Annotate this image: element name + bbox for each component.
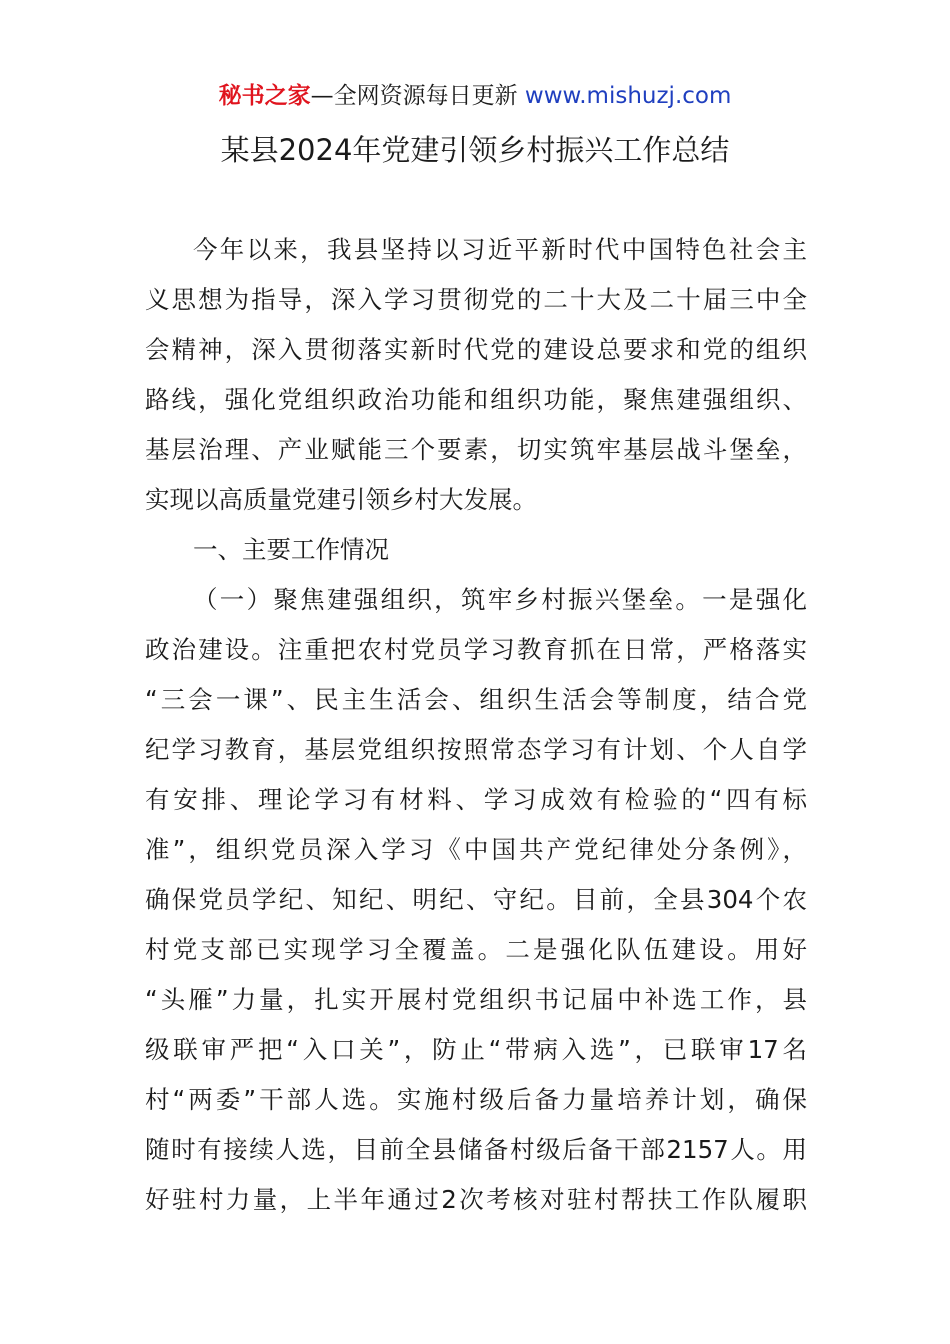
document-body	[145, 225, 807, 1225]
paragraph-line: “三会一课”、民主生活会、组织生活会等制度，结合党	[145, 685, 807, 714]
site-header	[0, 80, 950, 112]
paragraph-line: 村“两委”干部人选。实施村级后备力量培养计划，确保	[145, 1085, 807, 1114]
brand-name: 秘书之家	[218, 83, 311, 109]
paragraph-line: （一）聚焦建强组织，筑牢乡村振兴堡垒。一是强化	[193, 585, 807, 614]
paragraph-line: 村党支部已实现学习全覆盖。二是强化队伍建设。用好	[145, 935, 807, 964]
paragraph-line: 实现以高质量党建引领乡村大发展。	[145, 485, 537, 514]
section-heading: 一、主要工作情况	[193, 535, 389, 564]
paragraph-line: 纪学习教育，基层党组织按照常态学习有计划、个人自学	[145, 735, 807, 764]
header-tagline: —全网资源每日更新	[310, 83, 525, 109]
paragraph-line: 准”，组织党员深入学习《中国共产党纪律处分条例》，	[145, 835, 807, 864]
paragraph-line: 今年以来，我县坚持以习近平新时代中国特色社会主	[193, 235, 807, 264]
paragraph-line: 级联审严把“入口关”，防止“带病入选”，已联审17名	[145, 1035, 807, 1064]
paragraph-line: 确保党员学纪、知纪、明纪、守纪。目前，全县304个农	[145, 885, 807, 914]
paragraph-line: 会精神，深入贯彻落实新时代党的建设总要求和党的组织	[145, 335, 807, 364]
document-title: 某县2024年党建引领乡村振兴工作总结	[220, 133, 730, 167]
paragraph-line: 政治建设。注重把农村党员学习教育抓在日常，严格落实	[145, 635, 807, 664]
paragraph-line: “头雁”力量，扎实开展村党组织书记届中补选工作，县	[145, 985, 807, 1014]
paragraph-line: 有安排、理论学习有材料、学习成效有检验的“四有标	[145, 785, 807, 814]
site-url-link[interactable]: www.mishuzj.com	[524, 83, 732, 109]
paragraph-line: 随时有接续人选，目前全县储备村级后备干部2157人。用	[145, 1135, 807, 1164]
paragraph-line: 义思想为指导，深入学习贯彻党的二十大及二十届三中全	[145, 285, 807, 314]
paragraph-line: 路线，强化党组织政治功能和组织功能，聚焦建强组织、	[145, 385, 807, 414]
paragraph-line: 好驻村力量，上半年通过2次考核对驻村帮扶工作队履职	[145, 1185, 807, 1214]
paragraph-line: 基层治理、产业赋能三个要素，切实筑牢基层战斗堡垒，	[145, 435, 807, 464]
